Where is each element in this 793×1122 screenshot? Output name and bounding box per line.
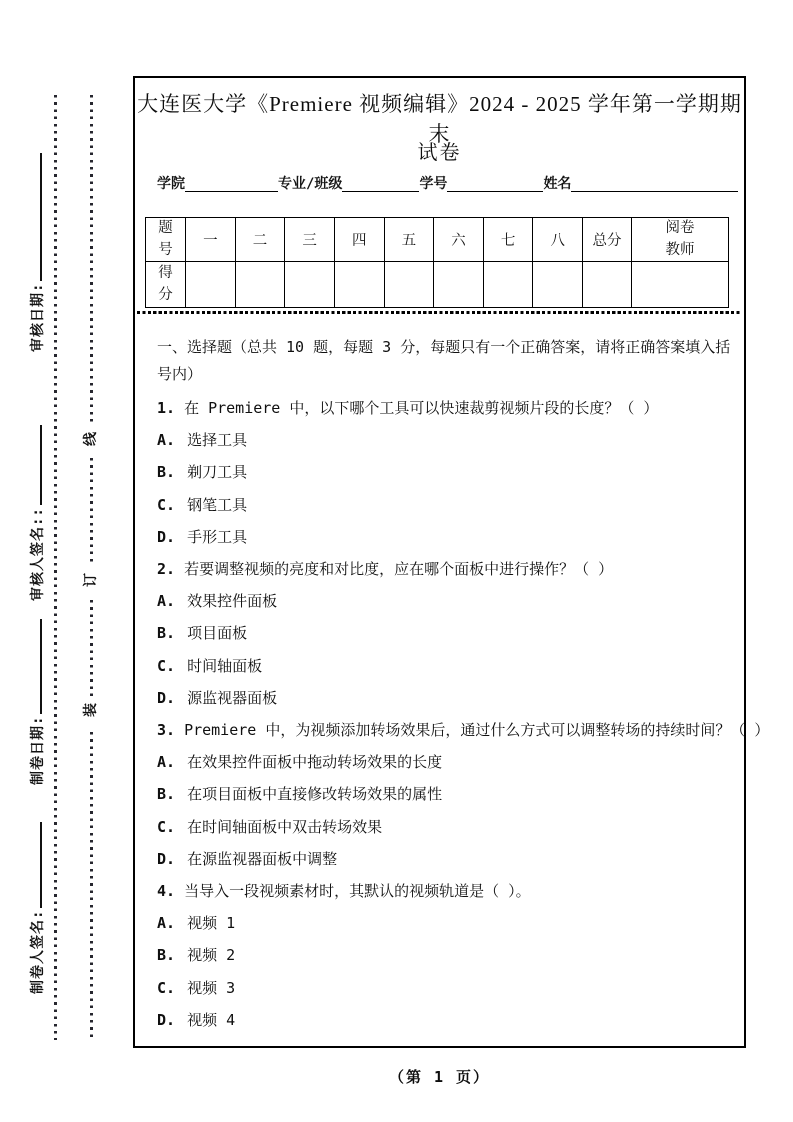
score-cell	[434, 262, 484, 308]
score-table-header-row	[146, 218, 729, 262]
option-line: A. 选择工具	[157, 431, 248, 450]
margin-field-papermaker-signature	[27, 822, 47, 994]
option-line: C. 视频 3	[157, 978, 236, 997]
option-line: D. 在源监视器面板中调整	[157, 849, 338, 868]
field-label: 审核人签名::	[30, 507, 46, 601]
score-cell	[334, 262, 384, 308]
binding-dotted-line	[90, 95, 93, 424]
score-table-col: 五	[384, 218, 434, 262]
fill-in-blank	[30, 425, 42, 505]
page-footer: （第 1 页）	[388, 1068, 491, 1086]
score-cell	[235, 262, 285, 308]
option-line: C. 钢笔工具	[157, 495, 248, 514]
binding-char: 订	[83, 573, 99, 587]
score-cell	[285, 262, 335, 308]
score-table-col: 二	[235, 218, 285, 262]
heavy-dotted-separator	[137, 311, 742, 314]
option-line: A. 在效果控件面板中拖动转场效果的长度	[157, 753, 443, 772]
option-line: B. 项目面板	[157, 624, 248, 643]
field-label: 制卷人签名:	[30, 909, 46, 994]
score-table-col: 总分	[583, 218, 632, 262]
fill-in-blank	[571, 176, 738, 192]
score-table-corner-cell: 题号	[146, 218, 186, 262]
field-label: 制卷日期:	[30, 715, 46, 785]
fill-in-blank	[30, 153, 42, 281]
question-text: 3. Premiere 中，为视频添加转场效果后，通过什么方式可以调整转场的持续时间？（ ）	[157, 721, 770, 740]
score-cell	[483, 262, 533, 308]
score-table-col: 一	[186, 218, 236, 262]
question-text: 2. 若要调整视频的亮度和对比度，应在哪个面板中进行操作？（ ）	[157, 560, 614, 579]
exam-sheet	[133, 76, 770, 1048]
fill-in-blank	[185, 176, 278, 192]
student-info-label-student-id: 学号	[419, 176, 448, 192]
question-text: 1. 在 Premiere 中，以下哪个工具可以快速裁剪视频片段的长度？（ ）	[157, 399, 659, 417]
option-line: D. 手形工具	[157, 527, 248, 546]
score-table-grader-cell: 阅卷教师	[632, 218, 729, 262]
score-cell	[186, 262, 236, 308]
margin-field-review-date	[27, 153, 47, 352]
option-line: D. 源监视器面板	[157, 688, 278, 707]
binding-char: 装	[83, 703, 99, 717]
score-table-score-row	[146, 262, 729, 308]
student-info-label-name: 姓名	[543, 176, 572, 192]
fill-in-blank	[447, 176, 543, 192]
score-table-col: 八	[533, 218, 583, 262]
score-cell	[533, 262, 583, 308]
option-line: D. 视频 4	[157, 1010, 236, 1029]
option-line: B. 视频 2	[157, 946, 236, 965]
option-line: C. 在时间轴面板中双击转场效果	[157, 817, 383, 836]
score-table-col: 四	[334, 218, 384, 262]
score-table-col: 六	[434, 218, 484, 262]
binding-char: 线	[83, 432, 99, 446]
option-line: A. 视频 1	[157, 914, 236, 933]
fill-in-blank	[30, 822, 42, 908]
margin-field-reviewer-signature	[27, 425, 47, 601]
binding-dotted-line	[90, 458, 93, 566]
score-row-header-cell: 得分	[146, 262, 186, 308]
option-line: B. 在项目面板中直接修改转场效果的属性	[157, 785, 443, 804]
student-info-label-major-class: 专业/班级	[278, 176, 343, 192]
fill-in-blank	[30, 619, 42, 714]
fill-in-blank	[342, 176, 419, 192]
exam-title-line2: 试卷	[417, 142, 462, 164]
exam-title-line1: 大连医大学《Premiere 视频编辑》2024 - 2025 学年第一学期期末	[137, 92, 742, 146]
score-table	[145, 217, 729, 308]
score-table-col: 七	[483, 218, 533, 262]
section-heading: 一、选择题（总共 10 题，每题 3 分，每题只有一个正确答案，请将正确答案填入括号内）	[157, 338, 731, 383]
binding-dotted-line	[90, 732, 93, 1040]
score-table-col: 三	[285, 218, 335, 262]
question-text: 4. 当导入一段视频素材时，其默认的视频轨道是（ ）。	[157, 882, 531, 901]
score-cell	[384, 262, 434, 308]
binding-dotted-line	[54, 95, 57, 1040]
field-label: 审核日期:	[30, 282, 46, 352]
score-cell	[632, 262, 729, 308]
option-line: A. 效果控件面板	[157, 592, 278, 611]
binding-dotted-line	[90, 600, 93, 698]
student-info-row	[157, 173, 738, 193]
question-area	[157, 334, 770, 1036]
option-line: C. 时间轴面板	[157, 656, 263, 675]
student-info-label-college: 学院	[157, 176, 185, 192]
option-line: B. 剃刀工具	[157, 463, 248, 482]
score-cell	[583, 262, 632, 308]
margin-field-papermaking-date	[27, 619, 47, 785]
